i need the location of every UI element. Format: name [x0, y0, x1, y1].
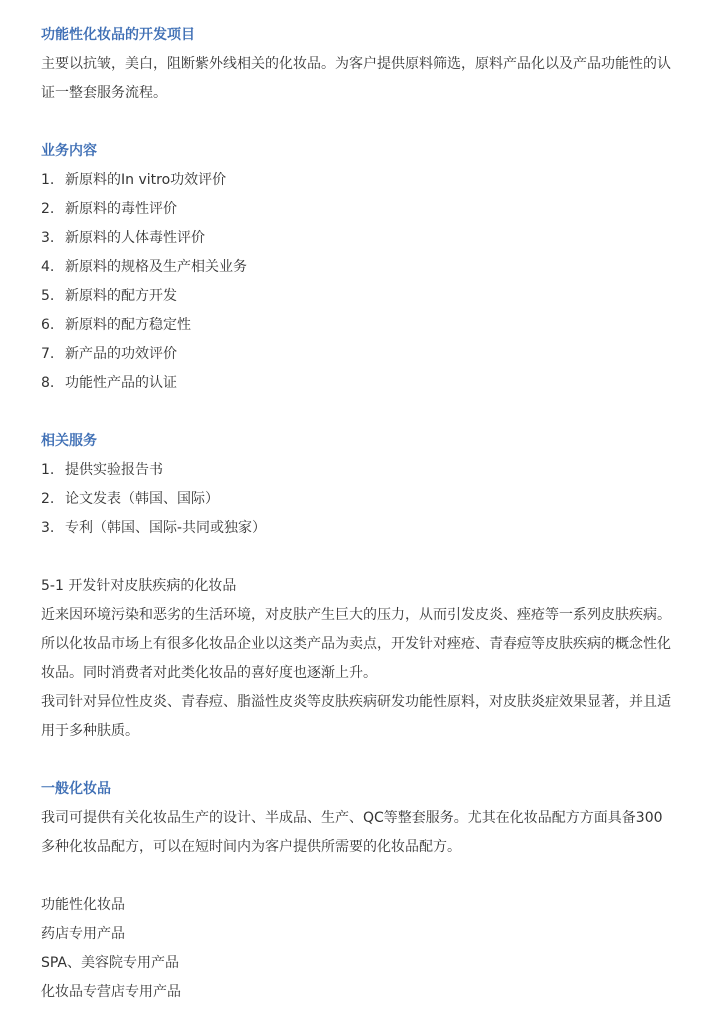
- paragraph-line: 主要以抗皱，美白，阻断紫外线相关的化妆品。为客户提供原料筛选，原料产品化以及产品功能性的认: [41, 56, 671, 72]
- list-number: 1.: [41, 462, 55, 478]
- paragraph-line: 妆品。同时消费者对此类化妆品的喜好度也逐渐上升。: [41, 665, 377, 681]
- spacer: [41, 398, 681, 427]
- list-item-text: 功能性产品的认证: [65, 375, 177, 391]
- document-body: [41, 21, 681, 1007]
- list-item: [41, 514, 681, 543]
- list-item-text: 新原料的规格及生产相关业务: [65, 259, 247, 275]
- list-item: [41, 369, 681, 398]
- paragraph-line: 所以化妆品市场上有很多化妆品企业以这类产品为卖点，开发针对痤疮、青春痘等皮肤疾病的概念性化: [41, 636, 671, 652]
- list-item-text: 新原料的配方稳定性: [65, 317, 191, 333]
- list-number: 3.: [41, 520, 55, 536]
- list-item-text: 新原料的毒性评价: [65, 201, 177, 217]
- list-number: 5.: [41, 288, 55, 304]
- section-heading-business-content: 业务内容: [41, 143, 97, 159]
- list-item: [41, 485, 681, 514]
- list-item: [41, 311, 681, 340]
- paragraph-line: 多种化妆品配方，可以在短时间内为客户提供所需要的化妆品配方。: [41, 839, 461, 855]
- list-number: 3.: [41, 230, 55, 246]
- paragraph-line: 我司针对异位性皮炎、青春痘、脂溢性皮炎等皮肤疾病研发功能性原料，对皮肤炎症效果显著，并且适: [41, 694, 671, 710]
- list-number: 1.: [41, 172, 55, 188]
- section-heading-related-services: 相关服务: [41, 433, 97, 449]
- list-number: 2.: [41, 201, 55, 217]
- list-item-text: 专利（韩国、国际-共同或独家）: [65, 520, 267, 536]
- list-item: [41, 456, 681, 485]
- list-item-text: 提供实验报告书: [65, 462, 163, 478]
- list-item-text: 新原料的In vitro功效评价: [65, 172, 227, 188]
- list-item-text: 新产品的功效评价: [65, 346, 177, 362]
- section-heading-general-cosmetics: 一般化妆品: [41, 781, 111, 797]
- list-item: [41, 224, 681, 253]
- paragraph-line: 用于多种肤质。: [41, 723, 139, 739]
- list-item-text: 新原料的配方开发: [65, 288, 177, 304]
- list-number: 8.: [41, 375, 55, 391]
- section-heading-functional-cosmetics: 功能性化妆品的开发项目: [41, 27, 195, 43]
- list-item-text: 新原料的人体毒性评价: [65, 230, 205, 246]
- paragraph-line: 证一整套服务流程。: [41, 85, 167, 101]
- list-item: [41, 253, 681, 282]
- list-number: 7.: [41, 346, 55, 362]
- list-number: 6.: [41, 317, 55, 333]
- list-item: [41, 282, 681, 311]
- spacer: [41, 543, 681, 572]
- list-item: [41, 340, 681, 369]
- list-item: [41, 195, 681, 224]
- product-category-item: 药店专用产品: [41, 926, 125, 942]
- product-category-item: 化妆品专营店专用产品: [41, 984, 181, 1000]
- spacer: [41, 746, 681, 775]
- subsection-title-skin-disease-cosmetics: 5-1 开发针对皮肤疾病的化妆品: [41, 578, 237, 594]
- list-number: 4.: [41, 259, 55, 275]
- list-item-text: 论文发表（韩国、国际）: [65, 491, 219, 507]
- spacer: [41, 108, 681, 137]
- product-category-item: SPA、美容院专用产品: [41, 955, 180, 971]
- list-item: [41, 166, 681, 195]
- paragraph-line: 我司可提供有关化妆品生产的设计、半成品、生产、QC等整套服务。尤其在化妆品配方方面具备300: [41, 810, 663, 826]
- list-number: 2.: [41, 491, 55, 507]
- paragraph-line: 近来因环境污染和恶劣的生活环境，对皮肤产生巨大的压力，从而引发皮炎、痤疮等一系列皮肤疾病。: [41, 607, 671, 623]
- product-category-item: 功能性化妆品: [41, 897, 125, 913]
- spacer: [41, 862, 681, 891]
